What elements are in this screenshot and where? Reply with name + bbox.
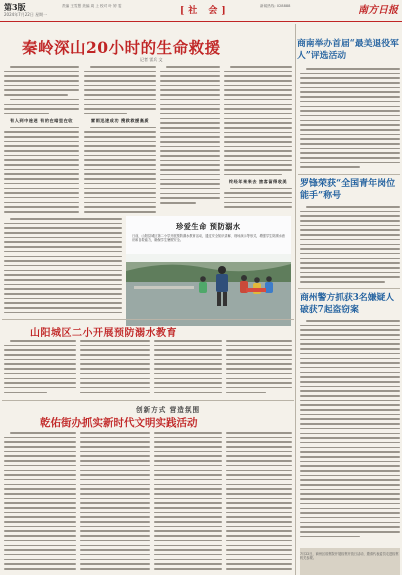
right-headline-2: 罗锋荣获“全国青年岗位能手”称号 xyxy=(300,179,396,201)
mid-article-col-4 xyxy=(226,340,292,398)
left-article-col xyxy=(4,218,122,318)
section-label: [社 会] xyxy=(180,6,230,16)
mid-article-col-2 xyxy=(80,340,150,398)
mid-headline: 山阳城区二小开展预防溺水教育 xyxy=(30,328,177,339)
mid-article-col-3 xyxy=(154,340,222,398)
main-subhead-3: 终经年来来去 旅客留得收美 xyxy=(228,178,288,184)
right-article-2 xyxy=(300,206,400,286)
right-headline-1: 商南举办首届“最美退役军人”评选活动 xyxy=(297,39,399,61)
right-article-1 xyxy=(300,68,400,172)
bottom-right-caption: 7月22日，商州区检察院开展检察开放日活动，邀请代表委员走进检察机关参观。 xyxy=(300,552,399,561)
bottom-kicker: 创新方式 营造氛围 xyxy=(136,406,201,414)
right-headline-3: 商州警方抓获3名嫌疑人破获7起盗窃案 xyxy=(300,293,395,315)
bottom-article-col-3 xyxy=(154,432,222,575)
bottom-article-col-2 xyxy=(80,432,150,575)
photo-title: 珍爱生命 预防溺水 xyxy=(176,222,241,231)
page-date: 2024年7月22日 星期一 xyxy=(4,12,48,17)
page-header xyxy=(0,0,402,22)
main-article-col-1 xyxy=(4,66,79,216)
header-rule xyxy=(0,21,402,22)
main-article-col-3 xyxy=(160,66,220,216)
mid-sep xyxy=(2,319,294,320)
right-article-3 xyxy=(300,320,400,546)
main-headline: 秦岭深山20小时的生命救援 xyxy=(22,38,221,57)
photo-caption-box xyxy=(126,216,291,262)
bottom-sep xyxy=(2,400,294,401)
main-article-col-4 xyxy=(224,66,292,216)
main-byline: 记者 雷兵 文 xyxy=(140,57,163,62)
photo-caption: 日前，山阳县城区第二小学开展预防溺水教育活动，通过安全知识讲解、现场演示等形式，增强学生防溺水意识和自救能力，确保学生暑假安全。 xyxy=(132,234,285,243)
phone-line: 新闻热线: 028888 xyxy=(260,4,291,8)
bottom-headline: 乾佑街办抓实新时代文明实践活动 xyxy=(40,417,198,429)
editor-line: 责编 王雪慧 美编 周 上 校对 叶 婷 雯 xyxy=(62,4,122,8)
main-subhead-2: 雷雨迅速成功 搜救救援高质 xyxy=(90,117,150,123)
main-subhead-1: 有人到中途迷 有的在暗里在收 xyxy=(10,117,73,123)
main-article-col-2 xyxy=(84,66,156,216)
masthead-logo: 南方日报 xyxy=(358,5,398,16)
page-edition: 第3版 xyxy=(4,2,26,12)
right-sep-2 xyxy=(298,288,400,289)
mid-article-col-1 xyxy=(4,340,76,398)
bottom-article-col-4 xyxy=(226,432,292,575)
bottom-article-col-1 xyxy=(4,432,76,575)
right-rail-divider xyxy=(295,24,296,575)
right-sep-1 xyxy=(298,174,400,175)
